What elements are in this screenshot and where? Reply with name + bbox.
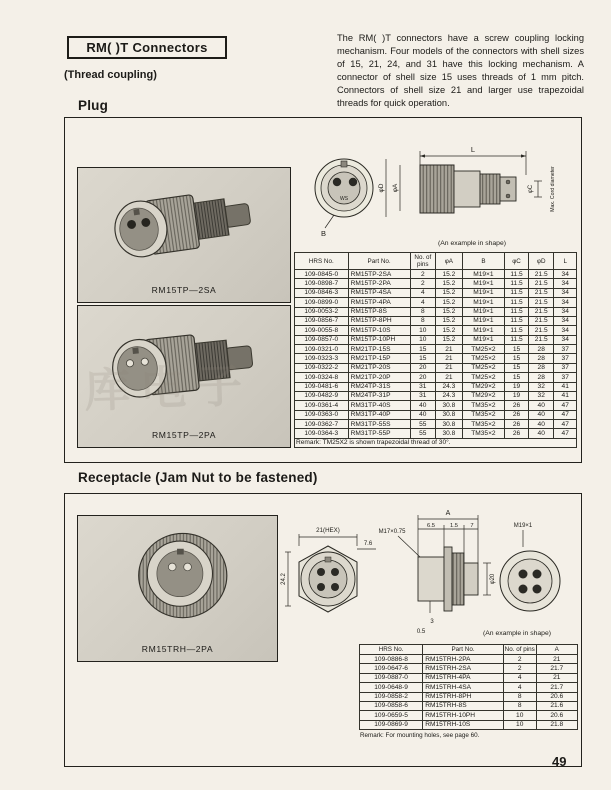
- column-header: No. of pins: [504, 646, 535, 653]
- table-cell: 21.5: [529, 307, 554, 316]
- table-cell: 109-0659-5: [360, 711, 423, 720]
- table-cell: RM15TP-4PA: [348, 298, 410, 307]
- table-cell: 31: [410, 382, 435, 391]
- column-header: A: [536, 645, 577, 655]
- table-cell: 28: [529, 373, 554, 382]
- table-cell: 20.6: [536, 692, 577, 701]
- table-cell: 21.7: [536, 683, 577, 692]
- plug-diameter-dims: [378, 159, 400, 217]
- receptacle-heading: Receptacle (Jam Nut to be fastened): [78, 470, 318, 485]
- table-cell: 109-0324-8: [295, 373, 349, 382]
- table-cell: 40: [529, 410, 554, 419]
- table-row: [295, 345, 577, 354]
- table-row: [295, 335, 577, 344]
- table-cell: 40: [529, 401, 554, 410]
- table-cell: RM15TP-2PA: [348, 279, 410, 288]
- dim-phi-a-label: φA: [392, 183, 399, 193]
- table-cell: RM15TP-8PH: [348, 316, 410, 325]
- table-cell: 24.3: [435, 382, 462, 391]
- table-cell: 109-0481-6: [295, 382, 349, 391]
- column-header: HRS No.: [360, 645, 423, 655]
- table-cell: 11.5: [505, 307, 529, 316]
- plug-table-remark: Remark: TM25X2 is shown trapezoidal thread of 30°.: [295, 438, 577, 447]
- table-cell: RM15TP-8S: [348, 307, 410, 316]
- table-cell: 109-0846-3: [295, 288, 349, 297]
- table-cell: 21.5: [529, 279, 554, 288]
- table-row: [295, 288, 577, 297]
- table-cell: 11.5: [505, 270, 529, 279]
- table-cell: RM15TRH-10S: [423, 720, 504, 729]
- table-row: [360, 673, 578, 682]
- table-row: [295, 363, 577, 372]
- table-cell: 8: [410, 307, 435, 316]
- table-row: [295, 410, 577, 419]
- table-row: [295, 316, 577, 325]
- table-row: [295, 326, 577, 335]
- table-cell: RM31TP-55P: [348, 429, 410, 438]
- table-cell: 15.2: [435, 270, 462, 279]
- table-row: [295, 279, 577, 288]
- page-subtitle: (Thread coupling): [64, 69, 157, 81]
- table-cell: 30.8: [435, 401, 462, 410]
- table-remark-row: [295, 438, 577, 447]
- table-cell: 21.5: [529, 326, 554, 335]
- table-cell: 10: [410, 335, 435, 344]
- plug-front-view: [315, 159, 373, 238]
- table-row: [295, 270, 577, 279]
- table-cell: 20.6: [536, 711, 577, 720]
- table-cell: 109-0857-0: [295, 335, 349, 344]
- table-cell: 19: [505, 382, 529, 391]
- table-cell: 109-0055-8: [295, 326, 349, 335]
- table-cell: 34: [554, 316, 577, 325]
- dim-phi-d-label: φD: [378, 183, 385, 193]
- table-cell: 109-0898-7: [295, 279, 349, 288]
- plug-table-wrap: [294, 252, 577, 448]
- table-cell: 21.5: [529, 335, 554, 344]
- dim-m19-label: M19×1: [513, 523, 533, 529]
- table-cell: 21: [435, 354, 462, 363]
- table-cell: 109-0364-3: [295, 429, 349, 438]
- receptacle-rear-view: [500, 551, 560, 611]
- table-cell: M19×1: [462, 270, 504, 279]
- table-cell: RM15TP-10S: [348, 326, 410, 335]
- plug-side-view: [420, 145, 556, 213]
- plug-photo-2pa-art: [78, 310, 290, 417]
- table-cell: M19×1: [462, 335, 504, 344]
- table-cell: 2: [503, 655, 536, 664]
- table-cell: 34: [554, 279, 577, 288]
- table-cell: 109-0856-7: [295, 316, 349, 325]
- table-cell: 10: [503, 720, 536, 729]
- table-cell: 109-0887-0: [360, 673, 423, 682]
- table-cell: RM24TP-31P: [348, 391, 410, 400]
- table-cell: 15: [505, 345, 529, 354]
- receptacle-front-view: [281, 527, 376, 612]
- receptacle-table-remark: Remark: For mounting holes, see page 60.: [360, 732, 480, 740]
- table-cell: 32: [529, 382, 554, 391]
- table-cell: M19×1: [462, 288, 504, 297]
- table-cell: 109-0858-6: [360, 701, 423, 710]
- plug-2sa-body: [111, 186, 253, 260]
- column-header: B: [462, 253, 504, 270]
- table-cell: 47: [554, 429, 577, 438]
- dim-242-label: 24.2: [281, 573, 287, 585]
- intro-description: The RM( )T connectors have a screw coupling locking mechanism. Four models of the connectors with shell sizes of 15, 21, 24, and 31 have this locking mechanism. A connector of shell size 15 uses threads of 1 mm pitch. Connectors of shell size 21 and larger use trapezoidal threads for quick operation.: [337, 33, 584, 109]
- table-row: [295, 307, 577, 316]
- table-cell: RM15TRH-4SA: [423, 683, 504, 692]
- table-cell: 26: [505, 429, 529, 438]
- table-cell: 37: [554, 354, 577, 363]
- table-cell: 109-0845-0: [295, 270, 349, 279]
- table-row: [295, 373, 577, 382]
- table-cell: TM35×2: [462, 429, 504, 438]
- example-note: (An example in shape): [437, 240, 507, 247]
- table-cell: 37: [554, 373, 577, 382]
- table-cell: 30.8: [435, 410, 462, 419]
- table-cell: RM31TP-55S: [348, 420, 410, 429]
- table-cell: 41: [554, 391, 577, 400]
- receptacle-dimension-drawing: [280, 501, 580, 643]
- table-cell: 20: [410, 363, 435, 372]
- receptacle-table-body: [360, 655, 578, 730]
- plug-heading: Plug: [78, 98, 109, 113]
- table-cell: 19: [505, 391, 529, 400]
- table-cell: 109-0858-2: [360, 692, 423, 701]
- table-row: [295, 298, 577, 307]
- table-cell: 4: [503, 673, 536, 682]
- table-cell: 109-0647-6: [360, 664, 423, 673]
- table-cell: 41: [554, 382, 577, 391]
- table-cell: 109-0323-3: [295, 354, 349, 363]
- table-cell: 109-0361-4: [295, 401, 349, 410]
- table-cell: 21: [435, 345, 462, 354]
- column-header: Part No.: [348, 253, 410, 270]
- table-cell: 109-0363-0: [295, 410, 349, 419]
- table-cell: RM31TP-40P: [348, 410, 410, 419]
- table-cell: 15.2: [435, 288, 462, 297]
- receptacle-side-view: [417, 510, 496, 635]
- table-cell: RM15TP-10PH: [348, 335, 410, 344]
- dim-hex-label: 21(HEX): [316, 527, 340, 534]
- table-cell: 10: [503, 711, 536, 720]
- dim-65-label: 6.5: [426, 523, 436, 529]
- plug-photo-2sa-art: [78, 172, 290, 274]
- table-cell: 34: [554, 270, 577, 279]
- table-row: [360, 720, 578, 729]
- table-header-row: [360, 645, 578, 655]
- table-cell: RM15TP-4SA: [348, 288, 410, 297]
- receptacle-body: [139, 533, 227, 617]
- table-cell: 15.2: [435, 326, 462, 335]
- ws-marking: WS: [339, 196, 349, 202]
- table-cell: M19×1: [462, 307, 504, 316]
- table-cell: 21.7: [536, 664, 577, 673]
- table-cell: 15.2: [435, 316, 462, 325]
- dim-15-label: 1.5: [449, 523, 459, 529]
- table-cell: 109-0362-7: [295, 420, 349, 429]
- cord-diameter-label: Max. Cord diameter: [550, 166, 556, 212]
- dim-phi20-label: φ20: [490, 573, 496, 585]
- table-cell: 4: [503, 683, 536, 692]
- dim-m17-label: M17×0.75: [378, 529, 406, 535]
- table-row: [360, 664, 578, 673]
- plug-spec-table: [294, 252, 577, 448]
- table-cell: 2: [503, 664, 536, 673]
- dim-phi-c-label: φC: [528, 184, 534, 194]
- table-cell: 109-0053-2: [295, 307, 349, 316]
- table-cell: 8: [503, 692, 536, 701]
- table-cell: 34: [554, 288, 577, 297]
- table-cell: 11.5: [505, 288, 529, 297]
- table-cell: 2: [410, 270, 435, 279]
- table-cell: RM15TRH-4PA: [423, 673, 504, 682]
- table-cell: RM21TP-20S: [348, 363, 410, 372]
- table-cell: 26: [505, 420, 529, 429]
- table-cell: 8: [410, 316, 435, 325]
- table-cell: 21.5: [529, 288, 554, 297]
- table-cell: 109-0321-0: [295, 345, 349, 354]
- table-cell: 20: [410, 373, 435, 382]
- table-cell: 21: [536, 673, 577, 682]
- table-cell: 4: [410, 288, 435, 297]
- table-row: [360, 692, 578, 701]
- page-number: 49: [552, 754, 567, 769]
- receptacle-photo-2pa-art: [78, 520, 277, 630]
- table-cell: 47: [554, 420, 577, 429]
- table-cell: RM21TP-20P: [348, 373, 410, 382]
- table-cell: 4: [410, 298, 435, 307]
- dim-b-label: B: [321, 229, 327, 238]
- table-cell: 11.5: [505, 316, 529, 325]
- example-note: (An example in shape): [482, 630, 552, 637]
- table-cell: 21.6: [536, 701, 577, 710]
- plug-dimension-drawing: [292, 131, 582, 251]
- table-cell: M19×1: [462, 326, 504, 335]
- dim-76-label: 7.6: [363, 541, 373, 547]
- table-row: [295, 391, 577, 400]
- table-cell: 109-0899-0: [295, 298, 349, 307]
- table-cell: M19×1: [462, 279, 504, 288]
- table-cell: 26: [505, 401, 529, 410]
- table-row: [360, 683, 578, 692]
- table-cell: 109-0869-9: [360, 720, 423, 729]
- dim-3-label: 3: [430, 619, 434, 625]
- table-cell: 15.2: [435, 307, 462, 316]
- table-cell: 11.5: [505, 298, 529, 307]
- table-cell: RM15TRH-2PA: [423, 655, 504, 664]
- receptacle-photo-box-2pa: [77, 515, 278, 662]
- table-cell: 15: [410, 354, 435, 363]
- table-cell: TM25×2: [462, 345, 504, 354]
- table-cell: 24.3: [435, 391, 462, 400]
- table-cell: TM35×2: [462, 420, 504, 429]
- table-cell: 21.8: [536, 720, 577, 729]
- table-cell: 34: [554, 326, 577, 335]
- table-cell: TM35×2: [462, 410, 504, 419]
- table-row: [295, 420, 577, 429]
- plug-photo-box-2pa: [77, 305, 291, 448]
- column-header: φA: [435, 253, 462, 270]
- table-cell: 15: [410, 345, 435, 354]
- table-cell: 32: [529, 391, 554, 400]
- table-cell: 47: [554, 401, 577, 410]
- table-cell: 21: [435, 363, 462, 372]
- table-cell: 11.5: [505, 335, 529, 344]
- table-row: [295, 382, 577, 391]
- table-cell: TM25×2: [462, 363, 504, 372]
- table-cell: 21.5: [529, 298, 554, 307]
- page-title: RM( )T Connectors: [67, 36, 227, 59]
- table-cell: 15: [505, 373, 529, 382]
- table-cell: 40: [410, 401, 435, 410]
- table-cell: RM24TP-31S: [348, 382, 410, 391]
- table-cell: RM31TP-40S: [348, 401, 410, 410]
- table-cell: 11.5: [505, 326, 529, 335]
- receptacle-table-wrap: [359, 644, 578, 739]
- table-row: [360, 711, 578, 720]
- table-cell: 2: [410, 279, 435, 288]
- table-cell: 55: [410, 429, 435, 438]
- table-row: [360, 701, 578, 710]
- dim-l-label: L: [470, 145, 476, 154]
- table-cell: TM25×2: [462, 354, 504, 363]
- table-cell: 11.5: [505, 279, 529, 288]
- table-cell: 37: [554, 345, 577, 354]
- table-cell: 31: [410, 391, 435, 400]
- table-cell: 109-0648-9: [360, 683, 423, 692]
- receptacle-spec-table: [359, 644, 578, 730]
- table-cell: TM29×2: [462, 382, 504, 391]
- plug-table-body: [295, 270, 577, 439]
- dim-7-label: 7: [470, 523, 474, 529]
- column-header: L: [554, 253, 577, 270]
- table-row: [360, 655, 578, 664]
- table-cell: 40: [410, 410, 435, 419]
- table-cell: 28: [529, 354, 554, 363]
- table-cell: 26: [505, 410, 529, 419]
- table-cell: 37: [554, 363, 577, 372]
- table-cell: RM15TP-2SA: [348, 270, 410, 279]
- table-cell: TM35×2: [462, 401, 504, 410]
- table-cell: 40: [529, 420, 554, 429]
- table-cell: 109-0482-9: [295, 391, 349, 400]
- table-cell: RM15TRH-8S: [423, 701, 504, 710]
- table-cell: 109-0322-2: [295, 363, 349, 372]
- table-cell: 34: [554, 307, 577, 316]
- table-cell: TM25×2: [462, 373, 504, 382]
- table-cell: 28: [529, 363, 554, 372]
- plug-photo-caption: RM15TP—2PA: [151, 430, 217, 440]
- plug-photo-caption: RM15TP—2SA: [151, 285, 217, 295]
- column-header: φD: [529, 253, 554, 270]
- table-cell: 30.8: [435, 429, 462, 438]
- table-cell: 21: [435, 373, 462, 382]
- dim-a-label: A: [445, 510, 451, 517]
- plug-2pa-body: [110, 328, 255, 400]
- table-cell: 15.2: [435, 298, 462, 307]
- table-cell: 40: [529, 429, 554, 438]
- table-cell: 109-0886-8: [360, 655, 423, 664]
- table-cell: 8: [503, 701, 536, 710]
- column-header: Part No.: [423, 645, 504, 655]
- column-header: No. of pins: [410, 253, 435, 270]
- table-row: [295, 429, 577, 438]
- table-cell: 21: [536, 655, 577, 664]
- column-header: HRS No.: [295, 253, 349, 270]
- table-cell: 21.5: [529, 270, 554, 279]
- table-header-row: [295, 253, 577, 270]
- column-header: φC: [505, 253, 529, 270]
- dim-05-label: 0.5: [416, 629, 426, 635]
- table-cell: 30.8: [435, 420, 462, 429]
- table-cell: 21.5: [529, 316, 554, 325]
- table-cell: M19×1: [462, 298, 504, 307]
- table-cell: RM15TRH-2SA: [423, 664, 504, 673]
- table-cell: 15: [505, 363, 529, 372]
- table-cell: 15.2: [435, 279, 462, 288]
- table-cell: RM15TRH-8PH: [423, 692, 504, 701]
- table-cell: 15: [505, 354, 529, 363]
- plug-photo-box-2sa: [77, 167, 291, 303]
- table-cell: 34: [554, 335, 577, 344]
- table-row: [295, 354, 577, 363]
- table-cell: 28: [529, 345, 554, 354]
- table-cell: M19×1: [462, 316, 504, 325]
- table-cell: 15.2: [435, 335, 462, 344]
- receptacle-photo-caption: RM15TRH—2PA: [141, 644, 214, 654]
- table-cell: RM21TP-15P: [348, 354, 410, 363]
- table-row: [295, 401, 577, 410]
- table-cell: 47: [554, 410, 577, 419]
- table-cell: RM15TRH-10PH: [423, 711, 504, 720]
- table-cell: RM21TP-15S: [348, 345, 410, 354]
- table-cell: 10: [410, 326, 435, 335]
- table-cell: TM29×2: [462, 391, 504, 400]
- table-cell: 55: [410, 420, 435, 429]
- table-cell: 34: [554, 298, 577, 307]
